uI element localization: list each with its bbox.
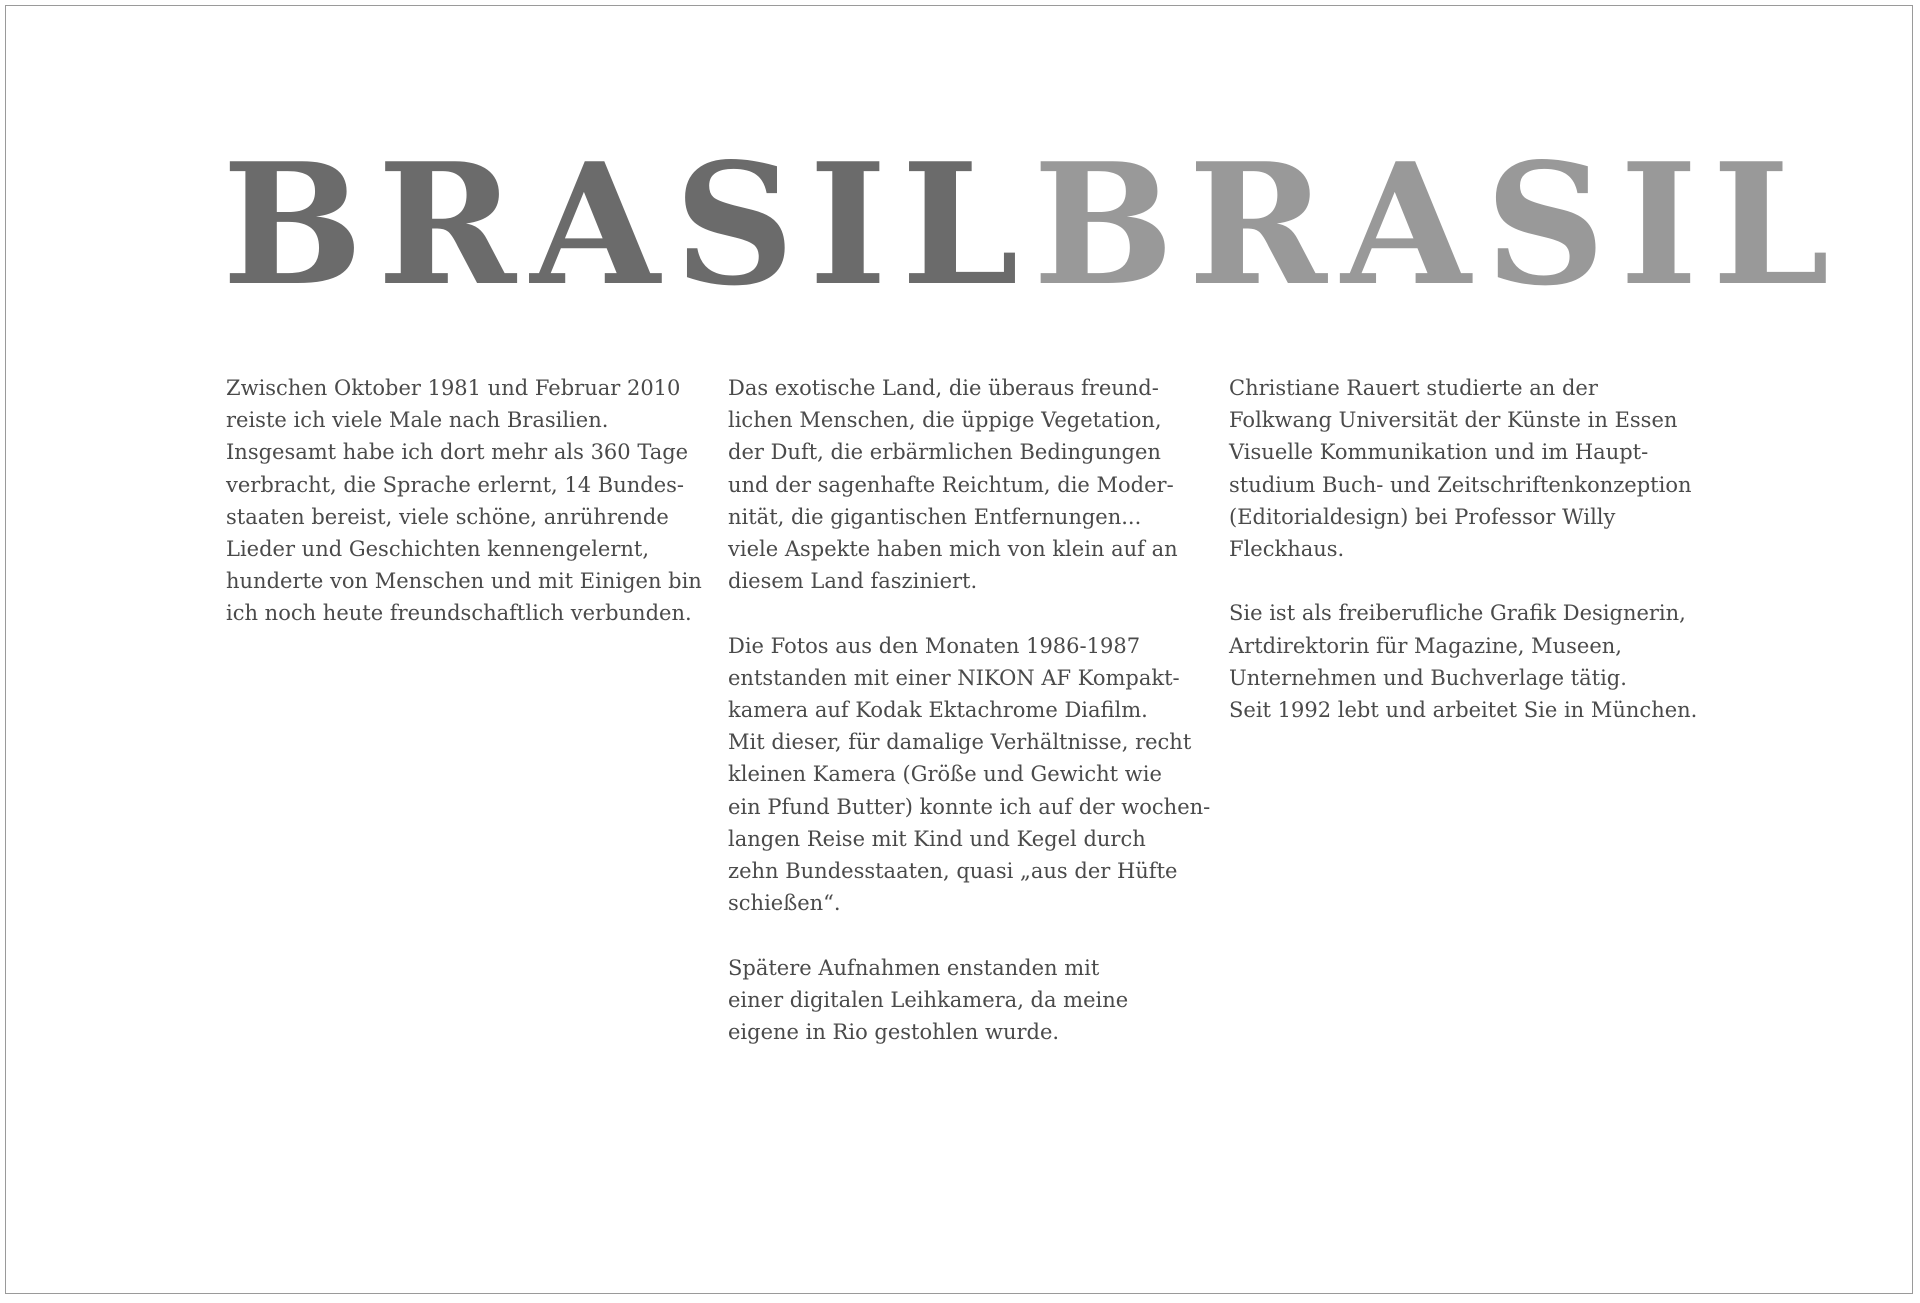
text-line: studium Buch- und Zeitschriftenkonzeption [1229, 472, 1692, 497]
text-line: Seit 1992 lebt und arbeitet Sie in München. [1229, 698, 1698, 723]
text-line: Das exotische Land, die überaus freund- [728, 376, 1159, 400]
text-column-1 [226, 372, 706, 662]
text-line: der Duft, die erbärmlichen Bedingungen [728, 440, 1161, 465]
headline-word-dark: BRASIL [222, 127, 1033, 323]
text-line: und der sagenhafte Reichtum, die Moder- [728, 472, 1174, 497]
text-line: (Editorialdesign) bei Professor Willy [1229, 504, 1616, 529]
text-line: schießen“. [728, 891, 841, 916]
text-column-2 [728, 372, 1211, 1080]
text-line: kamera auf Kodak Ektachrome Diafilm. [728, 698, 1148, 723]
text-line: Unternehmen und Buchverlage tätig. [1229, 665, 1627, 690]
text-line: Artdirektorin für Magazine, Museen, [1229, 633, 1622, 658]
text-column-3 [1229, 372, 1709, 758]
text-line: langen Reise mit Kind und Kegel durch [728, 826, 1146, 851]
text-line: lichen Menschen, die üppige Vegetation, [728, 408, 1162, 433]
text-line: Sie ist als freiberufliche Grafik Designerin, [1229, 601, 1686, 626]
paragraph [1229, 597, 1709, 726]
text-line: Christiane Rauert studierte an der [1229, 376, 1598, 400]
headline [222, 127, 1844, 323]
text-line: einer digitalen Leihkamera, da meine [728, 987, 1129, 1012]
text-line: Zwischen Oktober 1981 und Februar 2010 [226, 376, 681, 400]
paragraph [226, 372, 706, 630]
text-line: verbracht, die Sprache erlernt, 14 Bundes- [226, 472, 685, 497]
text-line: staaten bereist, viele schöne, anrührende [226, 504, 669, 529]
text-line: Insgesamt habe ich dort mehr als 360 Tage [226, 440, 689, 465]
text-line: eigene in Rio gestohlen wurde. [728, 1020, 1060, 1045]
text-line: Lieder und Geschichten kennengelernt, [226, 537, 650, 562]
text-line: viele Aspekte haben mich von klein auf an [728, 537, 1178, 562]
text-line: zehn Bundesstaaten, quasi „aus der Hüfte [728, 859, 1178, 884]
text-line: kleinen Kamera (Größe und Gewicht wie [728, 762, 1162, 787]
text-line: ich noch heute freundschaftlich verbunden. [226, 601, 692, 626]
paragraph [728, 372, 1208, 597]
paragraph [728, 952, 1208, 1049]
text-line: entstanden mit einer NIKON AF Kompakt- [728, 665, 1180, 690]
text-line: hunderte von Menschen und mit Einigen bin [226, 569, 702, 594]
text-line: Die Fotos aus den Monaten 1986-1987 [728, 633, 1141, 658]
text-line: nität, die gigantischen Entfernungen... [728, 504, 1142, 529]
text-line: Folkwang Universität der Künste in Essen [1229, 408, 1678, 433]
text-line: Visuelle Kommunikation und im Haupt- [1229, 440, 1649, 465]
headline-word-light: BRASIL [1032, 127, 1844, 323]
text-line: Mit dieser, für damalige Verhältnisse, recht [728, 730, 1192, 755]
text-line: Spätere Aufnahmen enstanden mit [728, 955, 1100, 980]
paragraph [1229, 372, 1709, 565]
text-line: reiste ich viele Male nach Brasilien. [226, 408, 609, 433]
text-line: ein Pfund Butter) konnte ich auf der wochen- [728, 794, 1211, 819]
text-line: diesem Land fasziniert. [728, 569, 978, 594]
text-line: Fleckhaus. [1229, 537, 1345, 562]
paragraph [728, 630, 1211, 920]
